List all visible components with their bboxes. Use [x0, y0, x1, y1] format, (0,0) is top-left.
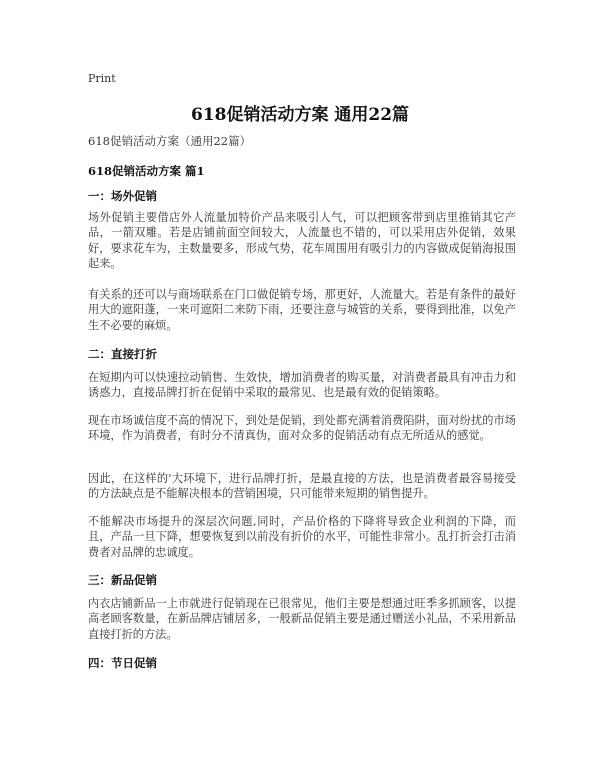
- paragraph: 在短期内可以快速拉动销售、生效快，增加消费者的购买量，对消费者最具有冲击力和诱惑力，直接品牌打折在促销中采取的最常见、也是最有效的促销策略。: [88, 371, 516, 400]
- paragraph: 现在市场诚信度不高的情况下，到处是促销，到处都充满着消费陷阱，面对纷扰的市场环境，作为消费者，有时分不清真伪，面对众多的促销活动有点无所适从的感觉。: [88, 414, 516, 443]
- part-heading: 618促销活动方案 篇1: [88, 164, 205, 178]
- paragraph: 因此，在这样的'大环境下，进行品牌打折，是最直接的方法，也是消费者最容易接受的方法缺点是不能解决根本的营销困境，只可能带来短期的销售提升。: [88, 472, 516, 501]
- page-title: 618促销活动方案 通用22篇: [190, 105, 410, 125]
- paragraph: 有关系的还可以与商场联系在门口做促销专场，那更好，人流量大。若是有条件的最好用大的遮阳蓬，一来可遮阳二来防下雨，还要注意与城管的关系，要得到批准，以免产生不必要的麻烦。: [88, 288, 516, 332]
- print-label[interactable]: Print: [88, 72, 116, 85]
- section-heading: 二：直接打折: [88, 347, 157, 361]
- paragraph: 内衣店铺新品一上市就进行促销现在已很常见，他们主要是想通过旺季多抓顾客，以提高老顾客数量，在新品牌店铺居多，一般新品促销主要是通过赠送小礼品，不采用新品直接打折的方法。: [88, 597, 516, 641]
- paragraph: 场外促销主要借店外人流量加特价产品来吸引人气，可以把顾客带到店里推销其它产品，一箭双雕。若是店铺前面空间较大，人流量也不错的，可以采用店外促销，效果好，要求花车为，主数量要多，形成气势，花车周围用有吸引力的内容做成促销海报围起来。: [88, 211, 516, 270]
- paragraph: 不能解决市场提升的深层次问题,同时，产品价格的下降将导致企业利润的下降，而且，产品一旦下降，想要恢复到以前没有折价的水平，可能性非常小。乱打折会打击消费者对品牌的忠诚度。: [88, 515, 516, 559]
- section-heading: 一：场外促销: [88, 189, 157, 203]
- section-heading: 三：新品促销: [88, 573, 157, 587]
- document-subtitle: 618促销活动方案（通用22篇）: [88, 134, 252, 148]
- section-heading: 四：节日促销: [88, 656, 157, 670]
